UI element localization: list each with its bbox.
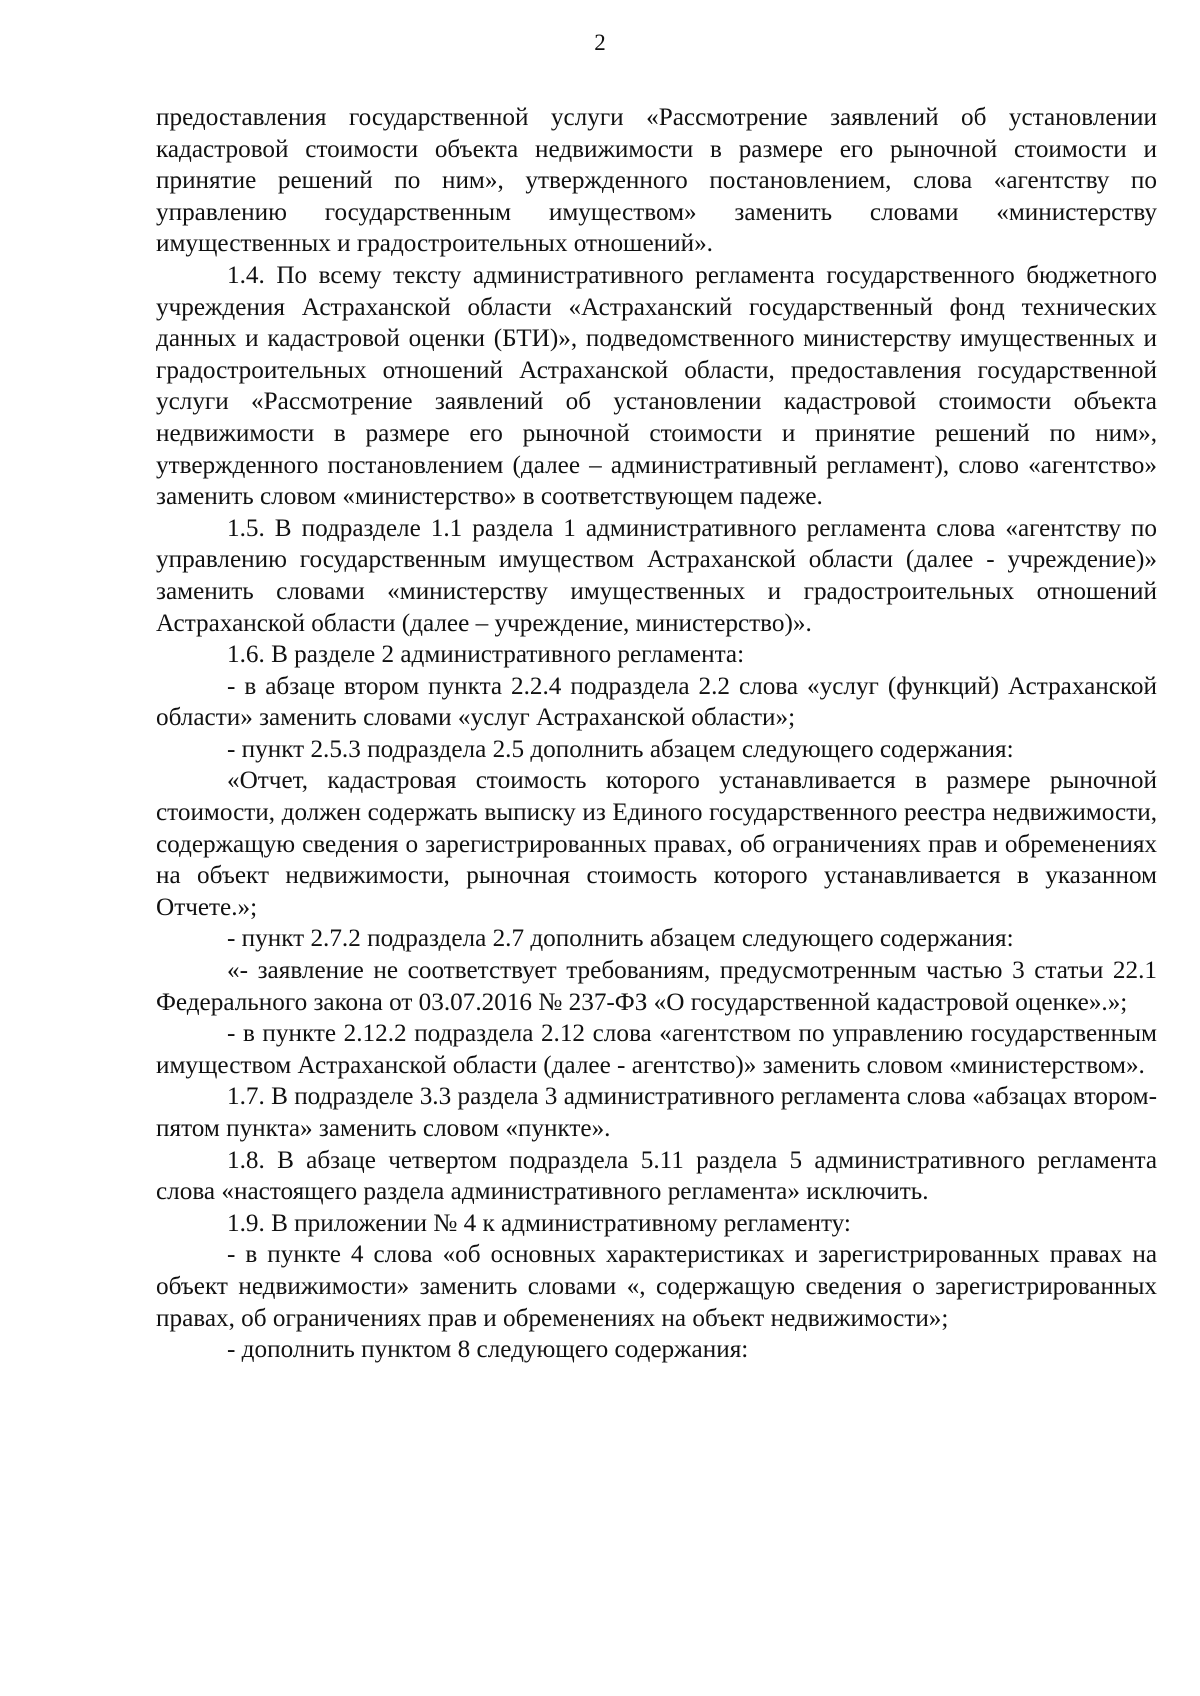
paragraph-1-6-item-2-2-4: - в абзаце втором пункта 2.2.4 подраздела 2.2 слова «услуг (функций) Астраханской области» заменить словами «услуг Астраханской области»; <box>156 672 1157 732</box>
paragraph-1-6: 1.6. В разделе 2 административного регламента: <box>227 641 745 669</box>
paragraph-1-6-item-2-5-3: - пункт 2.5.3 подраздела 2.5 дополнить абзацем следующего содержания: <box>227 735 1014 763</box>
paragraph-1-9-item-4: - в пункте 4 слова «об основных характеристиках и зарегистрированных правах на объект недвижимости» заменить словами «, содержащую сведения о зарегистрированных правах, об ограничениях прав и обременениях на объект недвижимости»; <box>156 1241 1157 1332</box>
paragraph-1-8: 1.8. В абзаце четвертом подраздела 5.11 раздела 5 административного регламента слова «настоящего раздела административного регламента» исключить. <box>156 1146 1157 1206</box>
paragraph-quote-report: «Отчет, кадастровая стоимость которого устанавливается в размере рыночной стоимости, должен содержать выписку из Единого государственного реестра недвижимости, содержащую сведения о зарегистрированных правах, об ограничениях прав и обременениях на объект недвижимости, рыночная стоимость которого устанавливается в указанном Отчете.»; <box>156 767 1157 921</box>
paragraph-1-6-item-2-12-2: - в пункте 2.12.2 подраздела 2.12 слова «агентством по управлению государственным имуществом Астраханской области (далее - агентство)» заменить словом «министерством». <box>156 1020 1157 1079</box>
page-number: 2 <box>594 30 606 55</box>
paragraph-1-6-item-2-7-2: - пункт 2.7.2 подраздела 2.7 дополнить абзацем следующего содержания: <box>227 925 1014 953</box>
paragraph-quote-application: «- заявление не соответствует требованиям, предусмотренным частью 3 статьи 22.1 Федерального закона от 03.07.2016 № 237-ФЗ «О государственной кадастровой оценке».»; <box>156 957 1157 1016</box>
document-body <box>156 102 1157 1366</box>
paragraph-1-5: 1.5. В подразделе 1.1 раздела 1 административного регламента слова «агентству по управлению государственным имуществом Астраханской области (далее - учреждение)» заменить словами «министерству имущественных и градостроительных отношений Астраханской области (далее – учреждение, министерство)». <box>156 514 1157 637</box>
paragraph-1-4: 1.4. По всему тексту административного регламента государственного бюджетного учреждения Астраханской области «Астраханский государственный фонд технических данных и кадастровой оценки (БТИ)», подведомственного министерству имущественных и градостроительных отношений Астраханской области, предоставления государственной услуги «Рассмотрение заявлений об установлении кадастровой стоимости объекта недвижимости в размере его рыночной стоимости и принятие решений по ним», утвержденного постановлением (далее – административный регламент), слово «агентство» заменить словом «министерство» в соответствующем падеже. <box>156 261 1157 511</box>
paragraph-1-7: 1.7. В подразделе 3.3 раздела 3 административного регламента слова «абзацах втором-пятом пункта» заменить словом «пункте». <box>156 1083 1157 1142</box>
paragraph-1-9-item-8: - дополнить пунктом 8 следующего содержания: <box>227 1336 749 1364</box>
paragraph-1-9: 1.9. В приложении № 4 к административному регламенту: <box>227 1209 851 1237</box>
paragraph-continuation: предоставления государственной услуги «Рассмотрение заявлений об установлении кадастровой стоимости объекта недвижимости в размере его рыночной стоимости и принятие решений по ним», утвержденного постановлением, слова «агентству по управлению государственным имуществом» заменить словами «министерству имущественных и градостроительных отношений». <box>156 104 1157 258</box>
